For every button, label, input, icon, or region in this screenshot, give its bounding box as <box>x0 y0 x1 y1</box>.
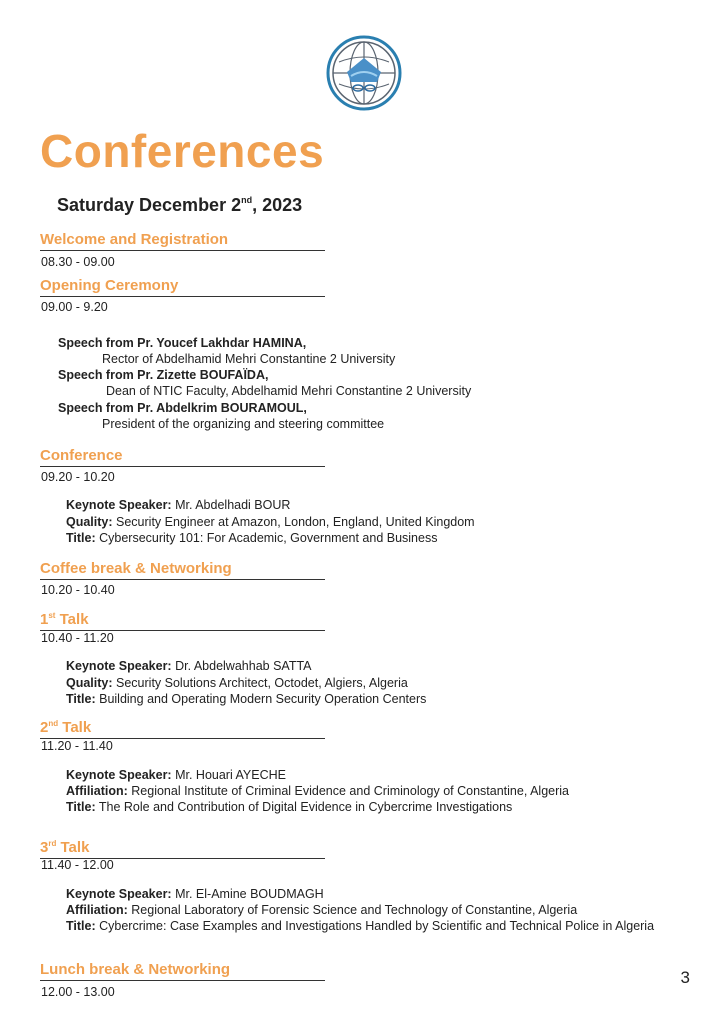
talk-3-title: Title: Cybercrime: Case Examples and Investigations Handled by Scientific and Technical Police in Algeria <box>66 919 655 933</box>
time-talk-3: 11.40 - 12.00 <box>41 858 114 872</box>
time-welcome: 08.30 - 09.00 <box>41 255 115 269</box>
speech-2-role: Dean of NTIC Faculty, Abdelhamid Mehri Constantine 2 University <box>106 384 472 398</box>
talk-1-title: Title: Building and Operating Modern Security Operation Centers <box>66 692 427 706</box>
section-title-talk-3: 3rd Talk <box>40 835 325 859</box>
time-opening: 09.00 - 9.20 <box>41 300 108 314</box>
page-number: 3 <box>680 968 690 987</box>
section-title-conference: Conference <box>40 447 325 467</box>
time-talk-1: 10.40 - 11.20 <box>41 631 114 645</box>
section-title-opening: Opening Ceremony <box>40 277 325 297</box>
section-title-coffee: Coffee break & Networking <box>40 560 325 580</box>
time-coffee: 10.20 - 10.40 <box>41 583 115 597</box>
conference-speaker: Keynote Speaker: Mr. Abdelhadi BOUR <box>66 498 291 512</box>
talk-3-affiliation: Affiliation: Regional Laboratory of Forensic Science and Technology of Constantine, Algeria <box>66 903 578 917</box>
event-date: Saturday December 2nd, 2023 <box>57 195 303 215</box>
talk-1-quality: Quality: Security Solutions Architect, Octodet, Algiers, Algeria <box>66 676 408 690</box>
speech-2-label: Speech from Pr. Zizette BOUFAÏDA, <box>58 368 269 382</box>
section-title-talk-2: 2nd Talk <box>40 715 325 739</box>
speech-3-role: President of the organizing and steering committee <box>102 417 385 431</box>
section-title-talk-1: 1st Talk <box>40 607 325 631</box>
speech-3-label: Speech from Pr. Abdelkrim BOURAMOUL, <box>58 401 307 415</box>
talk-3-speaker: Keynote Speaker: Mr. El-Amine BOUDMAGH <box>66 887 324 901</box>
talk-2-title: Title: The Role and Contribution of Digital Evidence in Cybercrime Investigations <box>66 800 513 814</box>
speech-1-role: Rector of Abdelhamid Mehri Constantine 2 University <box>102 352 396 366</box>
speech-1-label: Speech from Pr. Youcef Lakhdar HAMINA, <box>58 336 307 350</box>
time-conference: 09.20 - 10.20 <box>41 470 115 484</box>
section-title-welcome: Welcome and Registration <box>40 231 325 251</box>
talk-2-affiliation: Affiliation: Regional Institute of Criminal Evidence and Criminology of Constantine, Algeria <box>66 784 570 798</box>
time-talk-2: 11.20 - 11.40 <box>41 739 113 753</box>
conference-logo <box>325 34 403 112</box>
conference-quality: Quality: Security Engineer at Amazon, London, England, United Kingdom <box>66 515 475 529</box>
talk-1-speaker: Keynote Speaker: Dr. Abdelwahhab SATTA <box>66 659 312 673</box>
section-title-lunch: Lunch break & Networking <box>40 961 325 981</box>
time-lunch: 12.00 - 13.00 <box>41 985 115 999</box>
talk-2-speaker: Keynote Speaker: Mr. Houari AYECHE <box>66 768 286 782</box>
page-title: Conferences <box>40 125 325 177</box>
conference-talk-title: Title: Cybersecurity 101: For Academic, Government and Business <box>66 531 438 545</box>
